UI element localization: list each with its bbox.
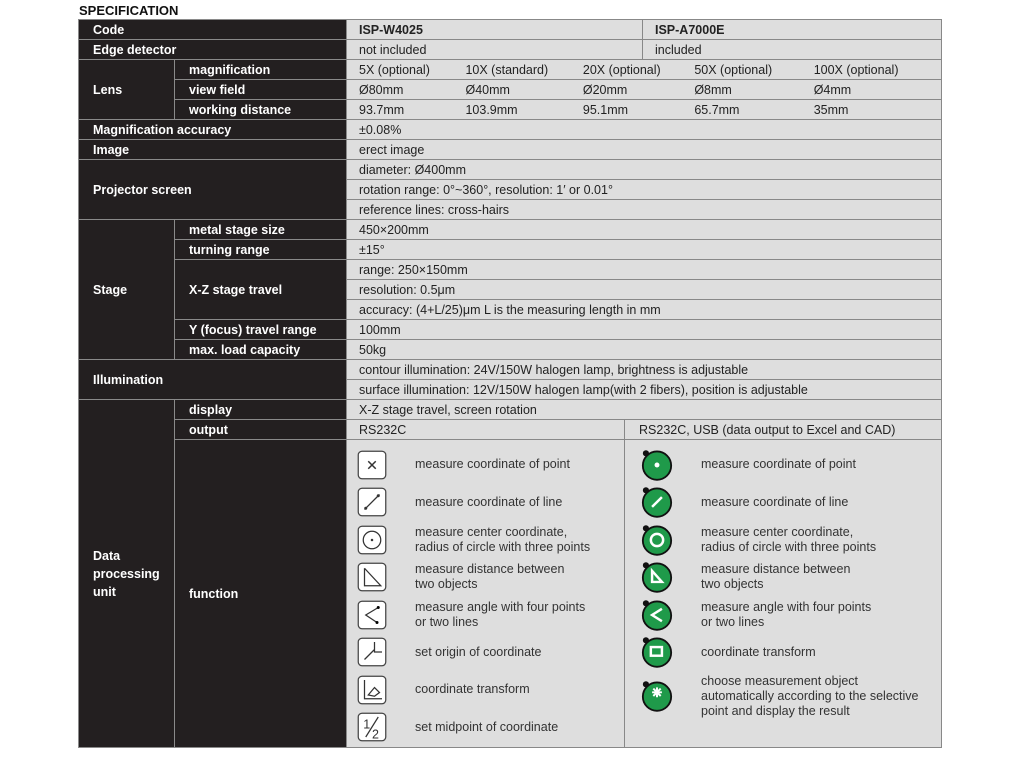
edge-a: not included bbox=[347, 40, 643, 59]
dpu-label bbox=[79, 400, 175, 748]
function-item bbox=[357, 709, 624, 747]
lens-working-distance-value: 35mm bbox=[813, 102, 849, 117]
lens-magnification-value: 20X (optional) bbox=[582, 62, 661, 77]
y-travel-value: 100mm bbox=[347, 320, 942, 340]
auto-select-icon bbox=[641, 680, 687, 712]
metal-stage-label: metal stage size bbox=[175, 220, 347, 240]
function-text: measure distance between two objects bbox=[701, 562, 851, 592]
function-item bbox=[357, 559, 624, 597]
illumination-label: Illumination bbox=[79, 360, 347, 400]
function-item bbox=[641, 446, 941, 484]
midpoint-icon bbox=[357, 712, 401, 742]
function-list-a7000e bbox=[625, 440, 941, 747]
load-label: max. load capacity bbox=[175, 340, 347, 360]
edge-b: included bbox=[655, 42, 702, 57]
lens-view-field-value: Ø8mm bbox=[694, 82, 732, 97]
lens-working-distance-value: 95.1mm bbox=[582, 102, 629, 117]
display-value: X-Z stage travel, screen rotation bbox=[347, 400, 942, 420]
function-text: measure angle with four points or two lines bbox=[701, 599, 872, 629]
function-item bbox=[357, 446, 624, 484]
function-label: function bbox=[175, 440, 347, 748]
transform-icon bbox=[357, 675, 401, 705]
function-text: measure coordinate of point bbox=[701, 457, 856, 472]
turning-range-label: turning range bbox=[175, 240, 347, 260]
function-text: choose measurement object automatically according to the selective point and display the result bbox=[701, 673, 919, 718]
output-a: RS232C bbox=[347, 420, 625, 439]
projector-value: rotation range: 0°~360°, resolution: 1′ or 0.01° bbox=[347, 180, 942, 200]
function-item bbox=[641, 596, 941, 634]
function-item bbox=[641, 671, 941, 721]
function-text: measure center coordinate, radius of circle with three points bbox=[701, 524, 877, 554]
lens-working-distance-value: 65.7mm bbox=[694, 102, 740, 117]
function-item bbox=[357, 596, 624, 634]
function-text: measure distance between two objects bbox=[415, 562, 565, 592]
working-distance-label: working distance bbox=[175, 100, 347, 120]
function-item bbox=[641, 521, 941, 559]
lens-view-field-value: Ø4mm bbox=[813, 82, 852, 97]
function-item bbox=[357, 521, 624, 559]
dpu-label-text: Data processing unit bbox=[93, 548, 160, 599]
turning-range-value: ±15° bbox=[347, 240, 942, 260]
svg-text:1: 1 bbox=[363, 717, 371, 732]
angle-icon bbox=[641, 599, 687, 631]
output-label: output bbox=[175, 420, 347, 440]
lens-magnification-value: 10X (standard) bbox=[465, 62, 549, 77]
lens-label: Lens bbox=[79, 60, 175, 120]
output-b: RS232C, USB (data output to Excel and CAD) bbox=[639, 422, 896, 437]
function-item bbox=[641, 559, 941, 597]
xz-travel-label: X-Z stage travel bbox=[175, 260, 347, 320]
distance-icon bbox=[357, 562, 401, 592]
function-text: measure center coordinate, radius of circle with three points bbox=[415, 524, 591, 554]
function-text: measure angle with four points or two lines bbox=[415, 599, 586, 629]
origin-icon bbox=[357, 637, 401, 667]
line-icon bbox=[357, 487, 401, 517]
function-text: set midpoint of coordinate bbox=[415, 719, 559, 734]
edge-label: Edge detector bbox=[79, 40, 347, 60]
function-text: measure coordinate of line bbox=[415, 494, 563, 509]
function-item bbox=[641, 484, 941, 522]
display-label: display bbox=[175, 400, 347, 420]
transform-icon bbox=[641, 636, 687, 668]
lens-magnification-value: 100X (optional) bbox=[813, 62, 899, 77]
function-text: coordinate transform bbox=[415, 682, 530, 697]
mag-accuracy-label: Magnification accuracy bbox=[79, 120, 347, 140]
illumination-value: contour illumination: 24V/150W halogen lamp, brightness is adjustable bbox=[347, 360, 942, 380]
function-list-w4025 bbox=[347, 440, 625, 747]
xz-travel-value: accuracy: (4+L/25)μm L is the measuring length in mm bbox=[347, 300, 942, 320]
point-icon bbox=[357, 450, 401, 480]
xz-travel-value: resolution: 0.5μm bbox=[347, 280, 942, 300]
svg-text:2: 2 bbox=[372, 727, 379, 742]
function-item bbox=[357, 484, 624, 522]
load-value: 50kg bbox=[347, 340, 942, 360]
projector-label: Projector screen bbox=[79, 160, 347, 220]
function-text: set origin of coordinate bbox=[415, 644, 542, 659]
magnification-label: magnification bbox=[175, 60, 347, 80]
xz-travel-value: range: 250×150mm bbox=[347, 260, 942, 280]
lens-magnification-value: 5X (optional) bbox=[359, 62, 430, 77]
row-code bbox=[79, 20, 942, 40]
lens-working-distance-value: 93.7mm bbox=[359, 102, 405, 117]
distance-icon bbox=[641, 561, 687, 593]
code-label: Code bbox=[79, 20, 347, 40]
circle-icon bbox=[357, 525, 401, 555]
function-text: measure coordinate of point bbox=[415, 457, 570, 472]
code-a: ISP-W4025 bbox=[347, 20, 643, 39]
view-field-label: view field bbox=[175, 80, 347, 100]
angle-icon bbox=[357, 600, 401, 630]
point-icon bbox=[641, 449, 687, 481]
function-item bbox=[357, 634, 624, 672]
metal-stage-value: 450×200mm bbox=[347, 220, 942, 240]
image-value: erect image bbox=[347, 140, 942, 160]
projector-value: diameter: Ø400mm bbox=[347, 160, 942, 180]
spec-title: SPECIFICATION bbox=[79, 3, 179, 18]
function-text: measure coordinate of line bbox=[701, 494, 849, 509]
lens-working-distance-value: 103.9mm bbox=[465, 102, 518, 117]
circle-icon bbox=[641, 524, 687, 556]
row-edge bbox=[79, 40, 942, 60]
lens-magnification-value: 50X (optional) bbox=[694, 62, 773, 77]
stage-label: Stage bbox=[79, 220, 175, 360]
illumination-value: surface illumination: 12V/150W halogen lamp(with 2 fibers), position is adjustable bbox=[347, 380, 942, 400]
image-label: Image bbox=[79, 140, 347, 160]
code-b: ISP-A7000E bbox=[655, 22, 725, 37]
mag-accuracy-value: ±0.08% bbox=[347, 120, 942, 140]
lens-view-field-value: Ø40mm bbox=[465, 82, 510, 97]
projector-value: reference lines: cross-hairs bbox=[347, 200, 942, 220]
function-text: coordinate transform bbox=[701, 644, 816, 659]
function-item bbox=[641, 634, 941, 672]
spec-table bbox=[78, 19, 942, 748]
line-icon bbox=[641, 486, 687, 518]
function-item bbox=[357, 671, 624, 709]
lens-view-field-value: Ø80mm bbox=[359, 82, 404, 97]
lens-view-field-value: Ø20mm bbox=[582, 82, 628, 97]
y-travel-label: Y (focus) travel range bbox=[175, 320, 347, 340]
